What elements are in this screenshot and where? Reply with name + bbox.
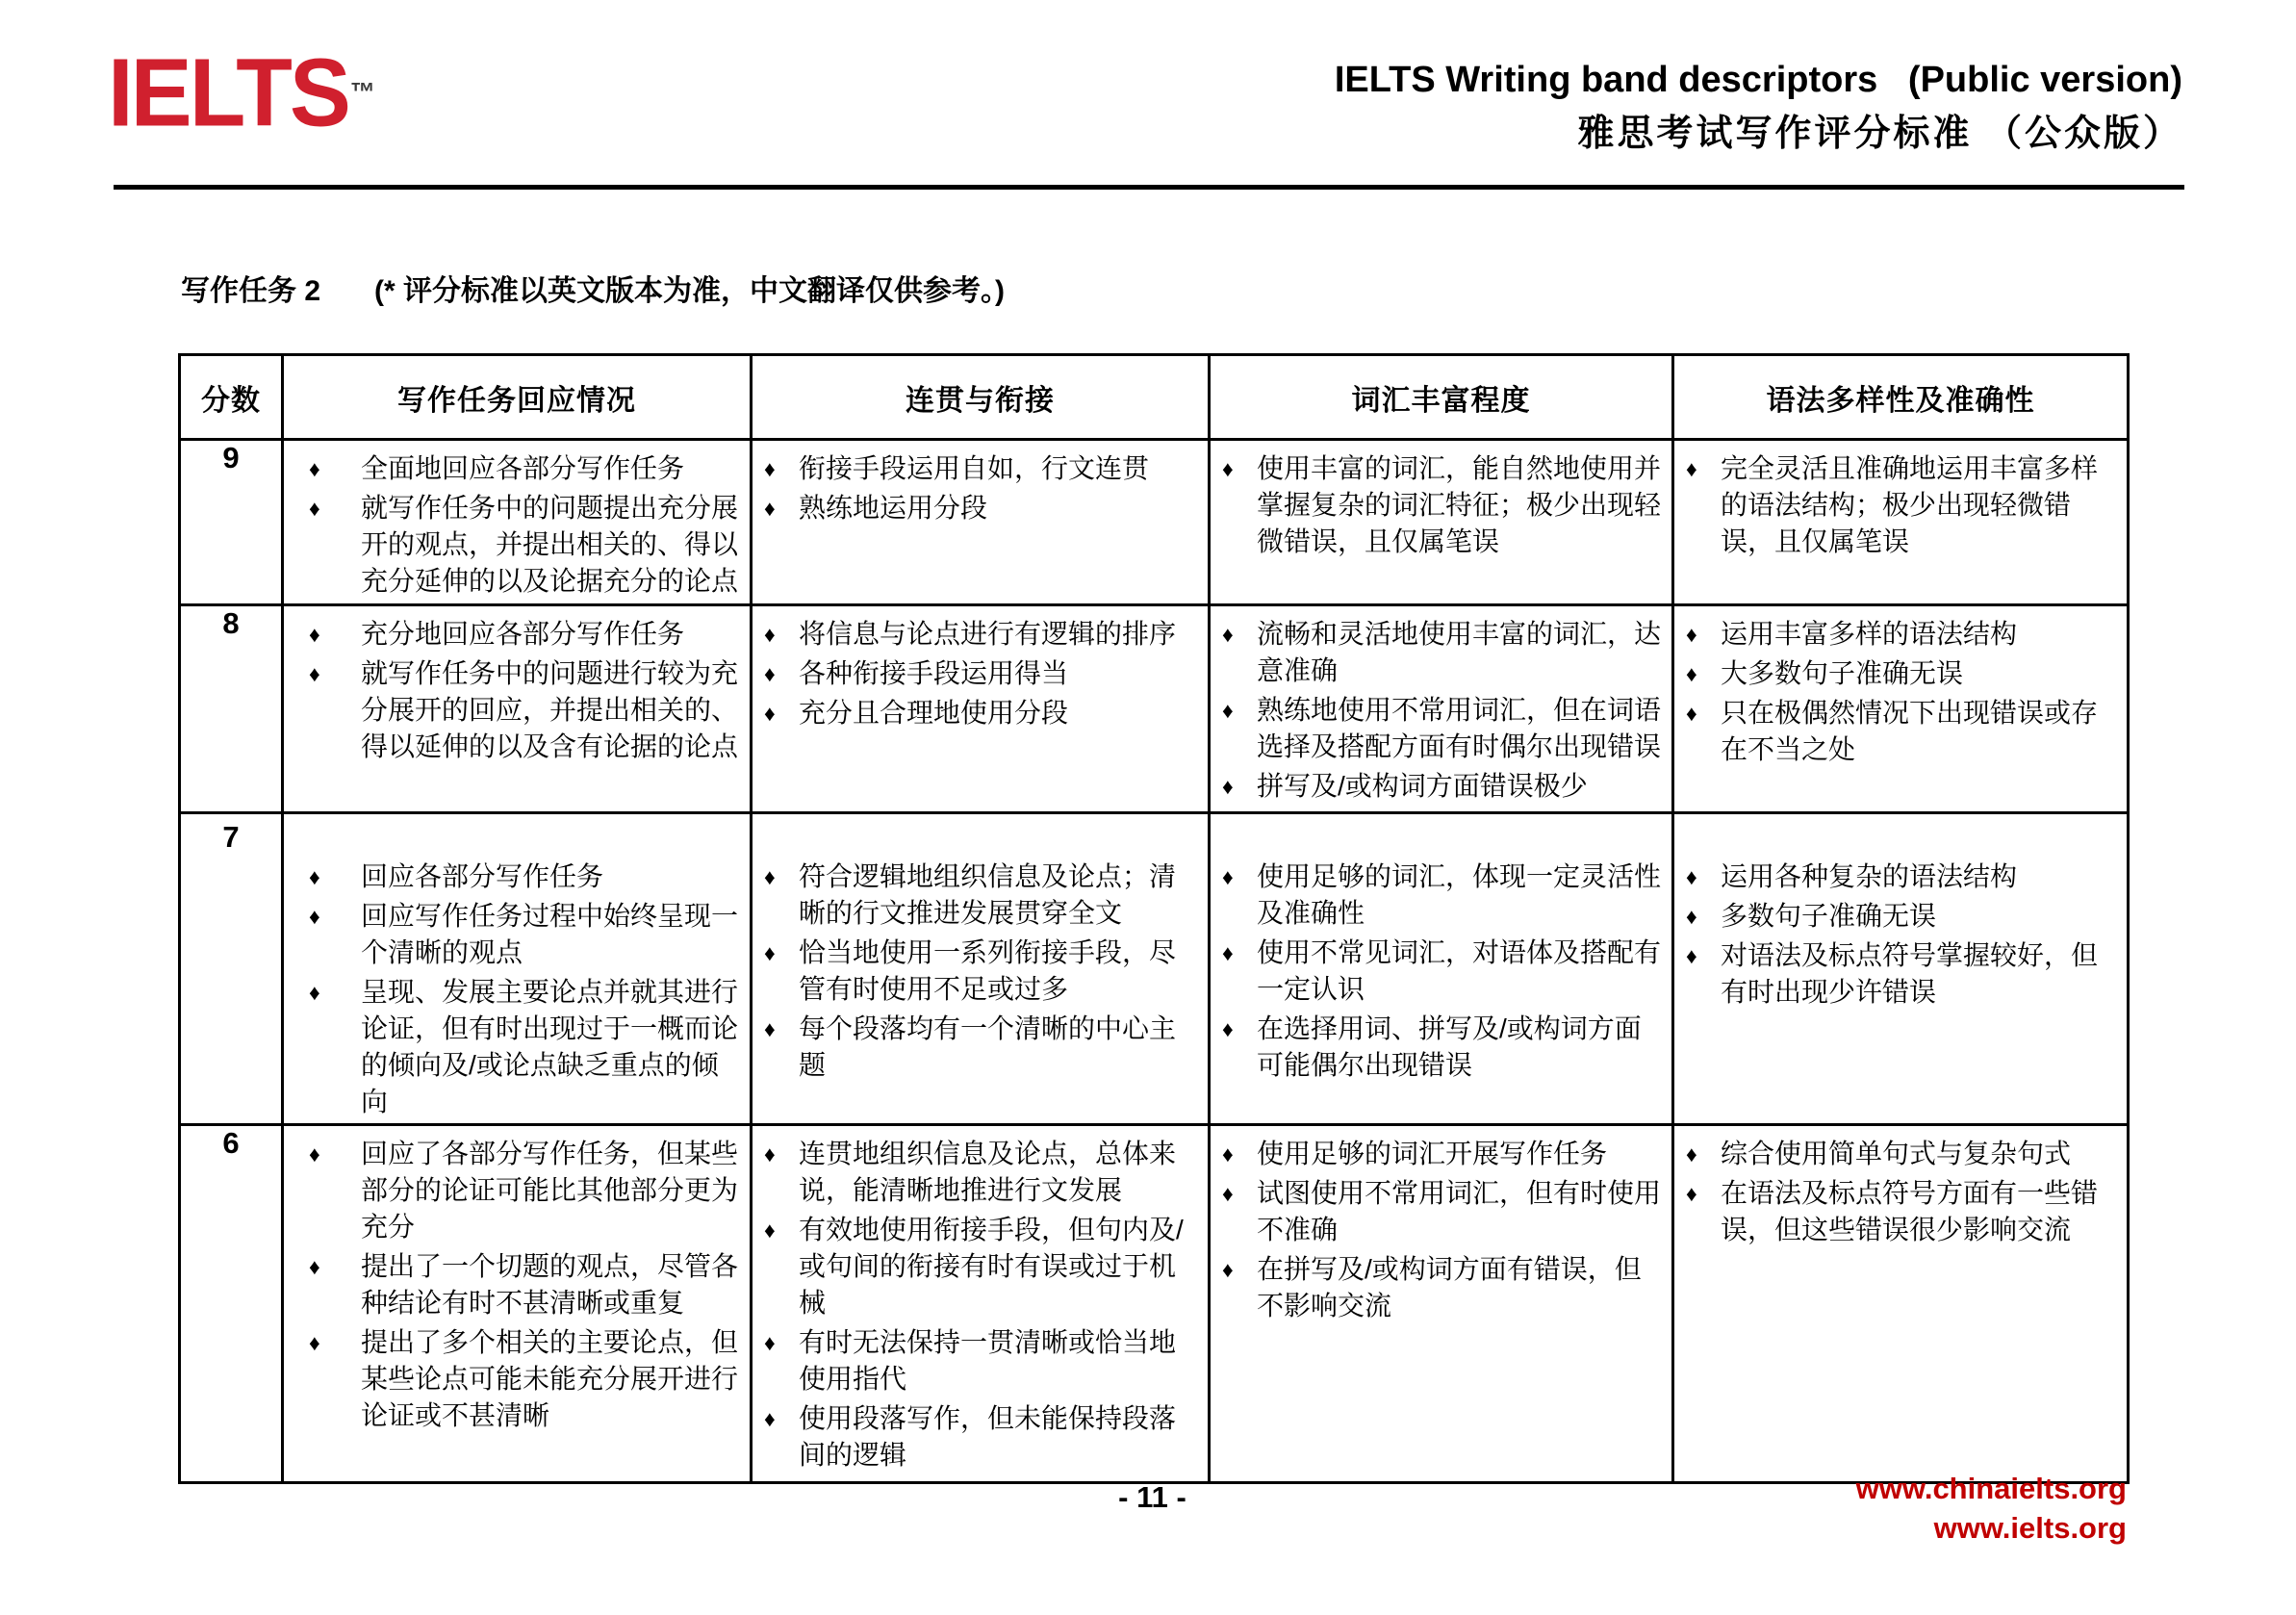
task-label: 写作任务 2: [181, 275, 321, 307]
bullet-item: [764, 1136, 1200, 1209]
diamond-bullet-icon: ♦: [309, 661, 320, 686]
footer-links: [1856, 1469, 2127, 1548]
bullet-item: [764, 695, 1200, 731]
diamond-bullet-icon: ♦: [764, 1141, 776, 1166]
bullet-text: 连贯地组织信息及论点，总体来说，能清晰地推进行文发展: [799, 1139, 1177, 1205]
bullet-text: 运用各种复杂的语法结构: [1721, 861, 2018, 891]
bullet-text: 熟练地使用不常用词汇，但在词语选择及搭配方面有时偶尔出现错误: [1257, 695, 1662, 761]
page-number: - 11 -: [1118, 1480, 1186, 1514]
bullet-item: [1222, 616, 1664, 689]
footer-link-chinaielts[interactable]: www.chinaielts.org: [1855, 1472, 2127, 1505]
band-8-cell-lexical: [1210, 605, 1673, 813]
diamond-bullet-icon: ♦: [1686, 701, 1697, 726]
bullet-item: [1686, 937, 2119, 1011]
band-6-cell-task-response: [283, 1125, 752, 1483]
bullet-item: [1686, 655, 2119, 692]
bullet-text: 各种衔接手段运用得当: [799, 658, 1069, 688]
band-score: 7: [180, 813, 283, 1125]
bullet-text: 综合使用简单句式与复杂句式: [1721, 1139, 2072, 1168]
bullet-text: 流畅和灵活地使用丰富的词汇，达意准确: [1257, 619, 1662, 685]
bullet-item: [1222, 1136, 1664, 1172]
diamond-bullet-icon: ♦: [1686, 943, 1697, 968]
diamond-bullet-icon: ♦: [764, 940, 776, 965]
diamond-bullet-icon: ♦: [1222, 1257, 1234, 1282]
band-8-cell-coherence: [752, 605, 1210, 813]
bullet-text: 回应写作任务过程中始终呈现一个清晰的观点: [361, 901, 739, 967]
diamond-bullet-icon: ♦: [1222, 940, 1234, 965]
band-row-7: [180, 813, 2129, 1125]
diamond-bullet-icon: ♦: [309, 456, 320, 481]
bullet-item: [764, 1400, 1200, 1474]
bullet-item: [1686, 1175, 2119, 1248]
bullet-text: 就写作任务中的问题进行较为充分展开的回应，并提出相关的、得以延伸的以及含有论据的论点: [361, 658, 739, 761]
diamond-bullet-icon: ♦: [764, 864, 776, 889]
bullet-text: 对语法及标点符号掌握较好，但有时出现少许错误: [1721, 940, 2099, 1007]
bullet-item: [1686, 898, 2119, 935]
diamond-bullet-icon: ♦: [309, 1330, 320, 1355]
bullet-item: [1222, 768, 1664, 805]
bullet-item: [1222, 1251, 1664, 1324]
bullet-item: [1686, 859, 2119, 895]
diamond-bullet-icon: ♦: [1222, 774, 1234, 799]
band-score: 8: [180, 605, 283, 813]
diamond-bullet-icon: ♦: [1686, 661, 1697, 686]
bullet-item: [764, 935, 1200, 1008]
bullet-list: [753, 441, 1208, 526]
bullet-text: 拼写及/或构词方面错误极少: [1257, 771, 1588, 801]
bullet-text: 回应各部分写作任务: [361, 861, 604, 891]
column-header-task-response: 写作任务回应情况: [283, 355, 752, 440]
bullet-text: 使用丰富的词汇，能自然地使用并掌握复杂的词汇特征；极少出现轻微错误，且仅属笔误: [1257, 453, 1662, 556]
page-header: [0, 0, 2296, 156]
ielts-logo: [108, 38, 375, 147]
diamond-bullet-icon: ♦: [1686, 1141, 1697, 1166]
diamond-bullet-icon: ♦: [764, 1016, 776, 1041]
band-6-cell-lexical: [1210, 1125, 1673, 1483]
diamond-bullet-icon: ♦: [764, 1406, 776, 1431]
bullet-item: [305, 898, 738, 971]
bullet-list: [1211, 1126, 1671, 1324]
bullet-text: 全面地回应各部分写作任务: [361, 453, 685, 483]
bullet-text: 就写作任务中的问题提出充分展开的观点，并提出相关的、得以充分延伸的以及论据充分的论点: [361, 493, 739, 596]
diamond-bullet-icon: ♦: [764, 701, 776, 726]
band-7-cell-coherence: [752, 813, 1210, 1125]
diamond-bullet-icon: ♦: [764, 496, 776, 521]
bullet-list: [284, 814, 750, 1120]
bullet-text: 回应了各部分写作任务，但某些部分的论证可能比其他部分更为充分: [361, 1139, 739, 1242]
bullet-item: [1222, 1175, 1664, 1248]
page-title-english: IELTS Writing band descriptors (Public version): [1334, 60, 2182, 100]
bullet-text: 恰当地使用一系列衔接手段，尽管有时使用不足或过多: [799, 937, 1177, 1004]
bullet-text: 使用不常见词汇，对语体及搭配有一定认识: [1257, 937, 1662, 1004]
bullet-text: 只在极偶然情况下出现错误或存在不当之处: [1721, 698, 2099, 764]
header-divider-rule: [114, 185, 2184, 190]
bullet-item: [764, 490, 1200, 526]
bullet-item: [1222, 450, 1664, 560]
bullet-item: [305, 1324, 738, 1434]
diamond-bullet-icon: ♦: [309, 864, 320, 889]
diamond-bullet-icon: ♦: [309, 622, 320, 647]
bullet-item: [764, 450, 1200, 487]
bullet-item: [764, 859, 1200, 932]
bullet-text: 衔接手段运用自如，行文连贯: [799, 453, 1150, 483]
bullet-text: 使用足够的词汇开展写作任务: [1257, 1139, 1608, 1168]
bullet-item: [305, 859, 738, 895]
bullet-item: [305, 1136, 738, 1245]
table-header-row: [180, 355, 2129, 440]
diamond-bullet-icon: ♦: [764, 1330, 776, 1355]
diamond-bullet-icon: ♦: [1222, 1016, 1234, 1041]
diamond-bullet-icon: ♦: [764, 1218, 776, 1243]
bullet-item: [305, 616, 738, 653]
diamond-bullet-icon: ♦: [764, 622, 776, 647]
bullet-item: [305, 450, 738, 487]
bullet-item: [1222, 859, 1664, 932]
bullet-list: [1674, 814, 2127, 1011]
column-header-lexical-resource: 词汇丰富程度: [1210, 355, 1673, 440]
bullet-item: [305, 974, 738, 1120]
diamond-bullet-icon: ♦: [309, 1254, 320, 1279]
bullet-item: [1222, 692, 1664, 765]
bullet-text: 每个段落均有一个清晰的中心主题: [799, 1013, 1177, 1080]
bullet-item: [305, 490, 738, 600]
band-row-6: [180, 1125, 2129, 1483]
bullet-text: 有时无法保持一贯清晰或恰当地使用指代: [799, 1327, 1177, 1394]
band-descriptors-table: [178, 353, 2130, 1484]
band-7-cell-grammar: [1673, 813, 2129, 1125]
bullet-list: [1674, 606, 2127, 768]
bullet-list: [1211, 814, 1671, 1084]
bullet-item: [1686, 695, 2119, 768]
bullet-text: 多数句子准确无误: [1721, 901, 1937, 931]
band-score: 6: [180, 1125, 283, 1483]
bullet-text: 使用足够的词汇，体现一定灵活性及准确性: [1257, 861, 1662, 928]
band-8-cell-grammar: [1673, 605, 2129, 813]
bullet-list: [753, 606, 1208, 731]
bullet-item: [1686, 450, 2119, 560]
bullet-text: 试图使用不常用词汇，但有时使用不准确: [1257, 1178, 1662, 1244]
bullet-text: 在语法及标点符号方面有一些错误，但这些错误很少影响交流: [1721, 1178, 2099, 1244]
band-9-cell-grammar: [1673, 440, 2129, 605]
diamond-bullet-icon: ♦: [1686, 904, 1697, 929]
bullet-list: [753, 814, 1208, 1084]
band-score: 9: [180, 440, 283, 605]
band-row-9: [180, 440, 2129, 605]
column-header-grammatical-range-accuracy: 语法多样性及准确性: [1673, 355, 2129, 440]
diamond-bullet-icon: ♦: [1686, 864, 1697, 889]
bullet-text: 在拼写及/或构词方面有错误，但不影响交流: [1257, 1254, 1642, 1320]
translation-note: (* 评分标准以英文版本为准，中文翻译仅供参考。): [374, 275, 1006, 307]
bullet-list: [1211, 606, 1671, 805]
band-9-cell-task-response: [283, 440, 752, 605]
bullet-text: 大多数句子准确无误: [1721, 658, 1964, 688]
bullet-text: 熟练地运用分段: [799, 493, 988, 523]
diamond-bullet-icon: ♦: [764, 661, 776, 686]
trademark-symbol: ™: [349, 76, 375, 107]
band-8-cell-task-response: [283, 605, 752, 813]
bullet-text: 完全灵活且准确地运用丰富多样的语法结构；极少出现轻微错误，且仅属笔误: [1721, 453, 2099, 556]
diamond-bullet-icon: ♦: [1686, 622, 1697, 647]
diamond-bullet-icon: ♦: [309, 904, 320, 929]
bullet-list: [284, 1126, 750, 1434]
bullet-item: [305, 1248, 738, 1321]
bullet-item: [1222, 1011, 1664, 1084]
band-6-cell-coherence: [752, 1125, 1210, 1483]
bullet-item: [764, 655, 1200, 692]
bullet-item: [305, 655, 738, 765]
bullet-text: 运用丰富多样的语法结构: [1721, 619, 2018, 649]
bullet-list: [1674, 1126, 2127, 1248]
bullet-item: [1686, 1136, 2119, 1172]
diamond-bullet-icon: ♦: [1686, 1181, 1697, 1206]
diamond-bullet-icon: ♦: [764, 456, 776, 481]
bullet-text: 提出了多个相关的主要论点，但某些论点可能未能充分展开进行论证或不甚清晰: [361, 1327, 739, 1430]
bullet-text: 充分且合理地使用分段: [799, 698, 1069, 728]
diamond-bullet-icon: ♦: [1222, 698, 1234, 723]
bullet-item: [764, 1212, 1200, 1321]
diamond-bullet-icon: ♦: [1222, 622, 1234, 647]
diamond-bullet-icon: ♦: [1222, 1181, 1234, 1206]
diamond-bullet-icon: ♦: [1686, 456, 1697, 481]
diamond-bullet-icon: ♦: [1222, 456, 1234, 481]
bullet-text: 将信息与论点进行有逻辑的排序: [799, 619, 1177, 649]
bullet-list: [753, 1126, 1208, 1474]
bullet-text: 符合逻辑地组织信息及论点；清晰的行文推进发展贯穿全文: [799, 861, 1177, 928]
bullet-text: 提出了一个切题的观点，尽管各种结论有时不甚清晰或重复: [361, 1251, 739, 1318]
band-9-cell-lexical: [1210, 440, 1673, 605]
bullet-list: [1674, 441, 2127, 560]
bullet-text: 使用段落写作，但未能保持段落间的逻辑: [799, 1403, 1177, 1470]
bullet-list: [284, 441, 750, 600]
band-9-cell-coherence: [752, 440, 1210, 605]
bullet-list: [284, 606, 750, 765]
footer-link-ielts[interactable]: www.ielts.org: [1933, 1511, 2127, 1545]
bullet-item: [764, 1011, 1200, 1084]
bullet-text: 呈现、发展主要论点并就其进行论证，但有时出现过于一概而论的倾向及/或论点缺乏重点的倾向: [361, 977, 739, 1116]
bullet-text: 有效地使用衔接手段，但句内及/或句间的衔接有时有误或过于机械: [799, 1215, 1184, 1318]
diamond-bullet-icon: ♦: [309, 980, 320, 1005]
bullet-item: [764, 616, 1200, 653]
diamond-bullet-icon: ♦: [1222, 1141, 1234, 1166]
bullet-text: 充分地回应各部分写作任务: [361, 619, 685, 649]
diamond-bullet-icon: ♦: [309, 1141, 320, 1166]
band-7-cell-task-response: [283, 813, 752, 1125]
task-heading: [181, 267, 2296, 309]
band-6-cell-grammar: [1673, 1125, 2129, 1483]
bullet-item: [1222, 935, 1664, 1008]
bullet-list: [1211, 441, 1671, 560]
title-block: [1335, 58, 2182, 156]
bullet-item: [764, 1324, 1200, 1397]
diamond-bullet-icon: ♦: [309, 496, 320, 521]
ielts-logo-text: IELTS: [108, 38, 348, 147]
page-title-chinese: 雅思考试写作评分标准 （公众版）: [1577, 114, 2182, 154]
diamond-bullet-icon: ♦: [1222, 864, 1234, 889]
bullet-item: [1686, 616, 2119, 653]
band-7-cell-lexical: [1210, 813, 1673, 1125]
column-header-score: 分数: [180, 355, 283, 440]
band-row-8: [180, 605, 2129, 813]
column-header-coherence-cohesion: 连贯与衔接: [752, 355, 1210, 440]
bullet-text: 在选择用词、拼写及/或构词方面可能偶尔出现错误: [1257, 1013, 1642, 1080]
